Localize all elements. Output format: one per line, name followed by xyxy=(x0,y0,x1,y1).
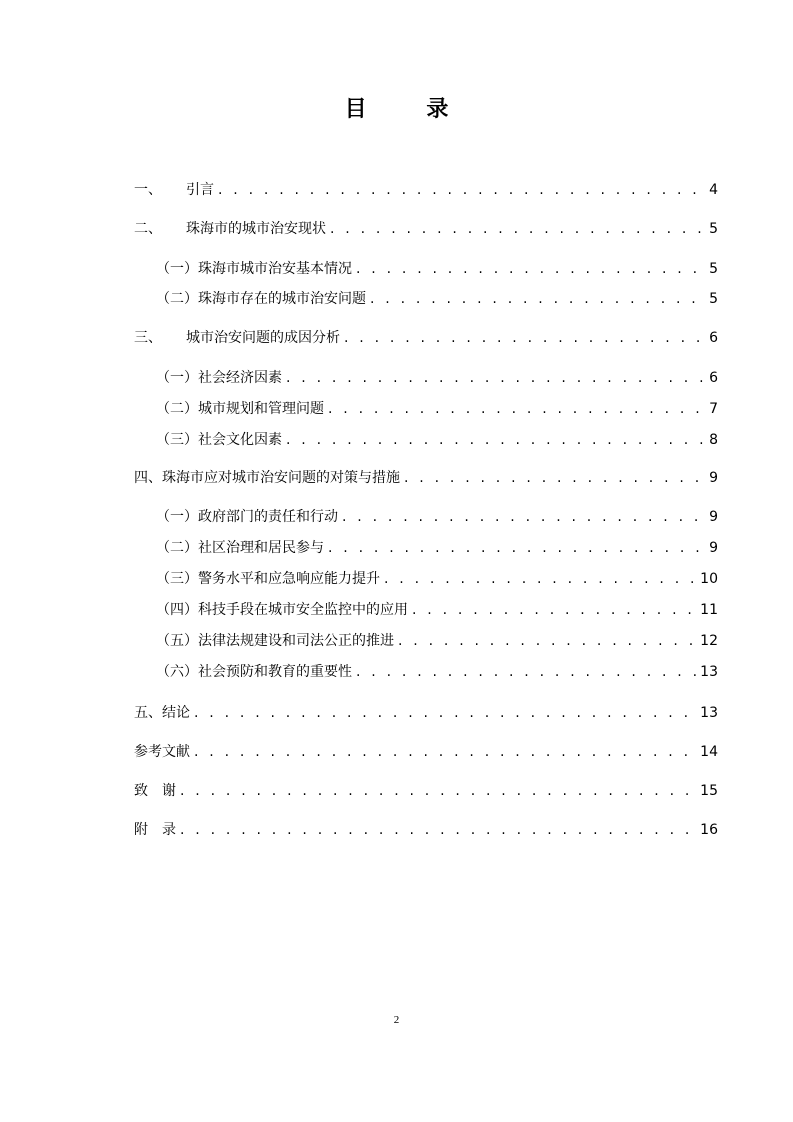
toc-entry[interactable] xyxy=(156,367,718,389)
toc-leader-dots xyxy=(328,398,704,420)
toc-entry-number: 一、 xyxy=(134,182,162,198)
toc-entry-page: 5 xyxy=(709,291,718,307)
toc-entry[interactable] xyxy=(156,537,718,559)
toc-entry-number: 二、 xyxy=(134,221,162,237)
toc-entry-title: （一）政府部门的责任和行动 xyxy=(156,509,338,525)
toc-entry[interactable] xyxy=(156,398,718,420)
toc-entry-page: 16 xyxy=(700,822,718,838)
toc-entry-title: 参考文献 xyxy=(134,744,190,760)
toc-entry-page: 5 xyxy=(709,261,718,277)
toc-entry-title: （五）法律法规建设和司法公正的推进 xyxy=(156,633,394,649)
toc-entry-title: （二）城市规划和管理问题 xyxy=(156,401,324,417)
toc-entry-page: 6 xyxy=(709,330,718,346)
toc-leader-dots xyxy=(404,467,704,489)
toc-entry-title: 珠海市的城市治安现状 xyxy=(186,221,326,237)
toc-leader-dots xyxy=(356,661,696,683)
toc-entry-title: （一）社会经济因素 xyxy=(156,370,282,386)
toc-entry-page: 15 xyxy=(700,783,718,799)
toc-leader-dots xyxy=(286,367,704,389)
toc-entry[interactable] xyxy=(156,258,718,280)
toc-leader-dots xyxy=(180,819,696,841)
toc-leader-dots xyxy=(218,179,704,201)
toc-entry-page: 9 xyxy=(709,509,718,525)
toc-entry-title: 五、结论 xyxy=(134,705,190,721)
toc-entry[interactable] xyxy=(134,179,718,201)
toc-entry[interactable] xyxy=(156,429,718,451)
toc-leader-dots xyxy=(330,218,704,240)
toc-entry[interactable] xyxy=(134,702,718,724)
toc-entry-page: 13 xyxy=(700,664,718,680)
toc-entry[interactable] xyxy=(156,661,718,683)
toc-entry-page: 14 xyxy=(700,744,718,760)
toc-leader-dots xyxy=(194,702,696,724)
toc-leader-dots xyxy=(286,429,704,451)
toc-entry[interactable] xyxy=(134,780,718,802)
toc-entry-title: 致 谢 xyxy=(134,783,176,799)
toc-entry-page: 9 xyxy=(709,540,718,556)
toc-entry-title: 引言 xyxy=(186,182,214,198)
toc-entry-title: （四）科技手段在城市安全监控中的应用 xyxy=(156,602,408,618)
toc-title: 目 录 xyxy=(344,97,475,122)
toc-leader-dots xyxy=(370,288,704,310)
toc-entry-title: 四、珠海市应对城市治安问题的对策与措施 xyxy=(134,470,400,486)
toc-entry-title: 城市治安问题的成因分析 xyxy=(186,330,340,346)
toc-entry[interactable] xyxy=(156,288,718,310)
toc-entry-page: 6 xyxy=(709,370,718,386)
toc-entry-title: 附 录 xyxy=(134,822,176,838)
toc-leader-dots xyxy=(412,599,696,621)
toc-entry[interactable] xyxy=(156,630,718,652)
toc-leader-dots xyxy=(344,327,704,349)
toc-leader-dots xyxy=(384,568,696,590)
toc-entry-number: 三、 xyxy=(134,330,162,346)
toc-entry-title: （二）社区治理和居民参与 xyxy=(156,540,324,556)
toc-entry[interactable] xyxy=(156,599,718,621)
toc-entry[interactable] xyxy=(134,327,718,349)
toc-leader-dots xyxy=(342,506,704,528)
toc-entry-title: （三）警务水平和应急响应能力提升 xyxy=(156,571,380,587)
toc-entry-title: （一）珠海市城市治安基本情况 xyxy=(156,261,352,277)
toc-entry-page: 7 xyxy=(709,401,718,417)
toc-entry-title: （三）社会文化因素 xyxy=(156,432,282,448)
toc-entry[interactable] xyxy=(134,819,718,841)
toc-entry[interactable] xyxy=(134,467,718,489)
toc-entry-page: 13 xyxy=(700,705,718,721)
toc-leader-dots xyxy=(180,780,696,802)
toc-entry[interactable] xyxy=(134,741,718,763)
toc-entry-page: 12 xyxy=(700,633,718,649)
toc-entry[interactable] xyxy=(156,506,718,528)
toc-leader-dots xyxy=(328,537,704,559)
toc-entry-page: 5 xyxy=(709,221,718,237)
toc-entry-page: 10 xyxy=(700,571,718,587)
toc-entry-title: （六）社会预防和教育的重要性 xyxy=(156,664,352,680)
toc-entry[interactable] xyxy=(134,218,718,240)
toc-leader-dots xyxy=(398,630,696,652)
toc-entry-page: 8 xyxy=(709,432,718,448)
toc-entry-page: 9 xyxy=(709,470,718,486)
toc-entry-page: 11 xyxy=(700,602,718,618)
toc-entry-title: （二）珠海市存在的城市治安问题 xyxy=(156,291,366,307)
toc-entry[interactable] xyxy=(156,568,718,590)
toc-leader-dots xyxy=(356,258,704,280)
page-number: 2 xyxy=(393,1014,400,1026)
toc-leader-dots xyxy=(194,741,696,763)
toc-entry-page: 4 xyxy=(709,182,718,198)
